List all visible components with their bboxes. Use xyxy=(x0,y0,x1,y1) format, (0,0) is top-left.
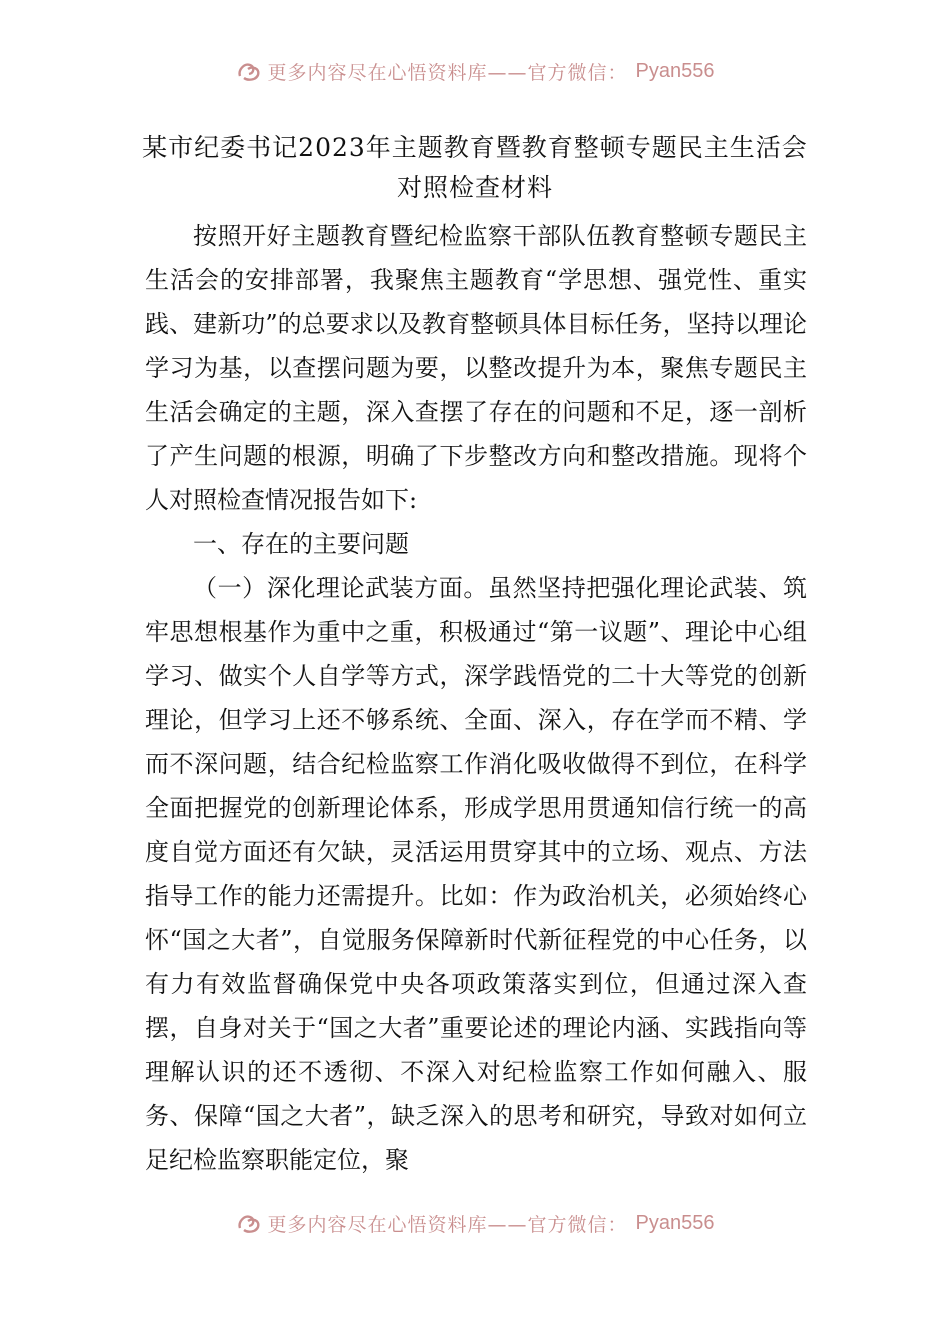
document-body xyxy=(145,214,807,1182)
watermark-id: Pyan556 xyxy=(635,1211,715,1234)
watermark-id: Pyan556 xyxy=(635,59,715,82)
page-title: 某市纪委书记2023年主题教育暨教育整顿专题民主生活会对照检查材料 xyxy=(142,133,808,202)
header-watermark xyxy=(0,56,950,86)
watermark-text: 更多内容尽在心悟资料库——官方微信： xyxy=(267,61,628,84)
footer-watermark xyxy=(0,1208,950,1238)
section-paragraph: （一）深化理论武装方面。虽然坚持把强化理论武装、筑牢思想根基作为重中之重，积极通过“第一议题”、理论中心组学习、做实个人自学等方式，深学践悟党的二十大等党的创新理论，但学习上还不够系统、全面、深入，存在学而不精、学而不深问题，结合纪检监察工作消化吸收做得不到位，在科学全面把握党的创新理论体系，形成学思用贯通知信行统一的高度自觉方面还有欠缺，灵活运用贯穿其中的立场、观点、方法指导工作的能力还需提升。比如：作为政治机关，必须始终心怀“国之大者”，自觉服务保障新时代新征程党的中心任务，以有力有效监督确保党中央各项政策落实到位，但通过深入查摆，自身对关于“国之大者”重要论述的理论内涵、实践指向等理解认识的还不透彻、不深入对纪检监察工作如何融入、服务、保障“国之大者”，缺乏深入的思考和研究，导致对如何立足纪检监察职能定位，聚 xyxy=(145,574,807,1174)
logo-icon xyxy=(236,60,262,82)
watermark-text: 更多内容尽在心悟资料库——官方微信： xyxy=(267,1213,628,1236)
section-heading: 一、存在的主要问题 xyxy=(193,530,409,558)
intro-paragraph: 按照开好主题教育暨纪检监察干部队伍教育整顿专题民主生活会的安排部署，我聚焦主题教育“学思想、强党性、重实践、建新功”的总要求以及教育整顿具体目标任务，坚持以理论学习为基，以查摆问题为要，以整改提升为本，聚焦专题民主生活会确定的主题，深入查摆了存在的问题和不足，逐一剖析了产生问题的根源，明确了下步整改方向和整改措施。现将个人对照检查情况报告如下: xyxy=(145,222,807,514)
logo-icon xyxy=(236,1212,262,1234)
